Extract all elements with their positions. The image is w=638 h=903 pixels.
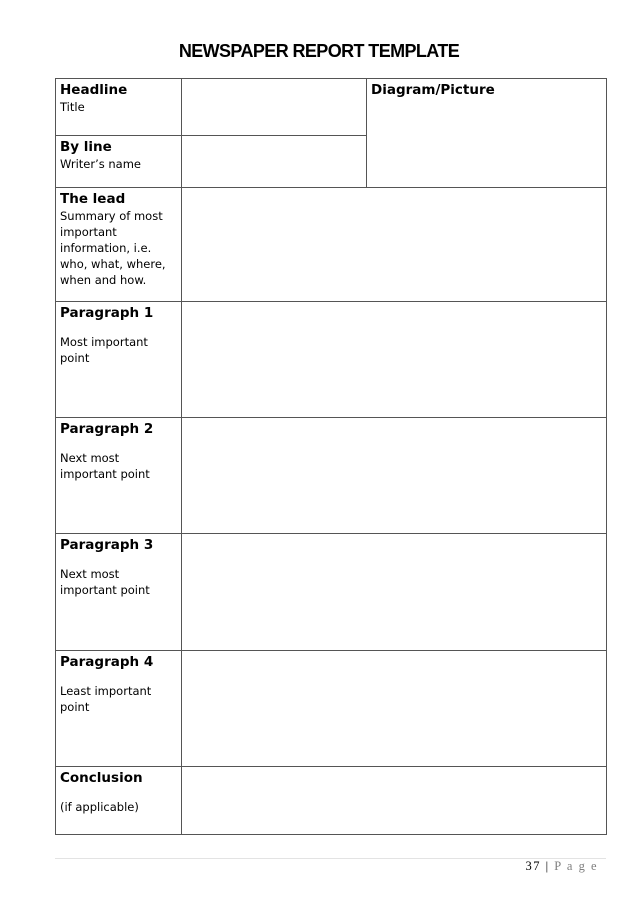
conclusion-label-cell	[56, 767, 182, 835]
conclusion-input-cell[interactable]	[182, 767, 607, 835]
byline-hint: Writer’s name	[60, 157, 142, 171]
paragraph1-label-cell	[56, 302, 182, 418]
headline-label-cell	[56, 79, 182, 136]
page-number: 37	[525, 859, 542, 873]
paragraph1-hint: Most important point	[60, 335, 148, 365]
paragraph3-label-cell	[56, 534, 182, 651]
byline-label: By line	[60, 139, 112, 155]
paragraph1-label: Paragraph 1	[60, 305, 154, 321]
lead-hint: Summary of most important information, i.e. who, what, where, when and how.	[60, 209, 166, 287]
lead-label: The lead	[60, 191, 126, 207]
diagram-picture-cell[interactable]	[367, 79, 607, 188]
paragraph3-input-cell[interactable]	[182, 534, 607, 651]
paragraph3-label: Paragraph 3	[60, 537, 154, 553]
headline-input-cell[interactable]	[182, 79, 367, 136]
paragraph4-label: Paragraph 4	[60, 654, 154, 670]
page-title: NEWSPAPER REPORT TEMPLATE	[178, 41, 460, 61]
paragraph4-hint: Least important point	[60, 684, 152, 714]
paragraph2-label: Paragraph 2	[60, 421, 154, 437]
headline-label: Headline	[60, 82, 128, 98]
paragraph2-hint: Next most important point	[60, 451, 150, 481]
paragraph2-input-cell[interactable]	[182, 418, 607, 534]
footer-divider	[55, 858, 606, 859]
paragraph4-label-cell	[56, 651, 182, 767]
conclusion-hint: (if applicable)	[60, 800, 139, 814]
paragraph3-hint: Next most important point	[60, 567, 150, 597]
report-template-table	[55, 78, 607, 835]
page-separator: |	[545, 859, 550, 873]
paragraph4-input-cell[interactable]	[182, 651, 607, 767]
page-footer	[526, 859, 598, 874]
lead-label-cell	[56, 188, 182, 302]
paragraph1-input-cell[interactable]	[182, 302, 607, 418]
byline-input-cell[interactable]	[182, 136, 367, 188]
lead-input-cell[interactable]	[182, 188, 607, 302]
headline-hint: Title	[60, 100, 85, 114]
paragraph2-label-cell	[56, 418, 182, 534]
page-word: P a g e	[554, 859, 598, 873]
conclusion-label: Conclusion	[60, 770, 143, 786]
byline-label-cell	[56, 136, 182, 188]
diagram-picture-label: Diagram/Picture	[371, 82, 495, 98]
